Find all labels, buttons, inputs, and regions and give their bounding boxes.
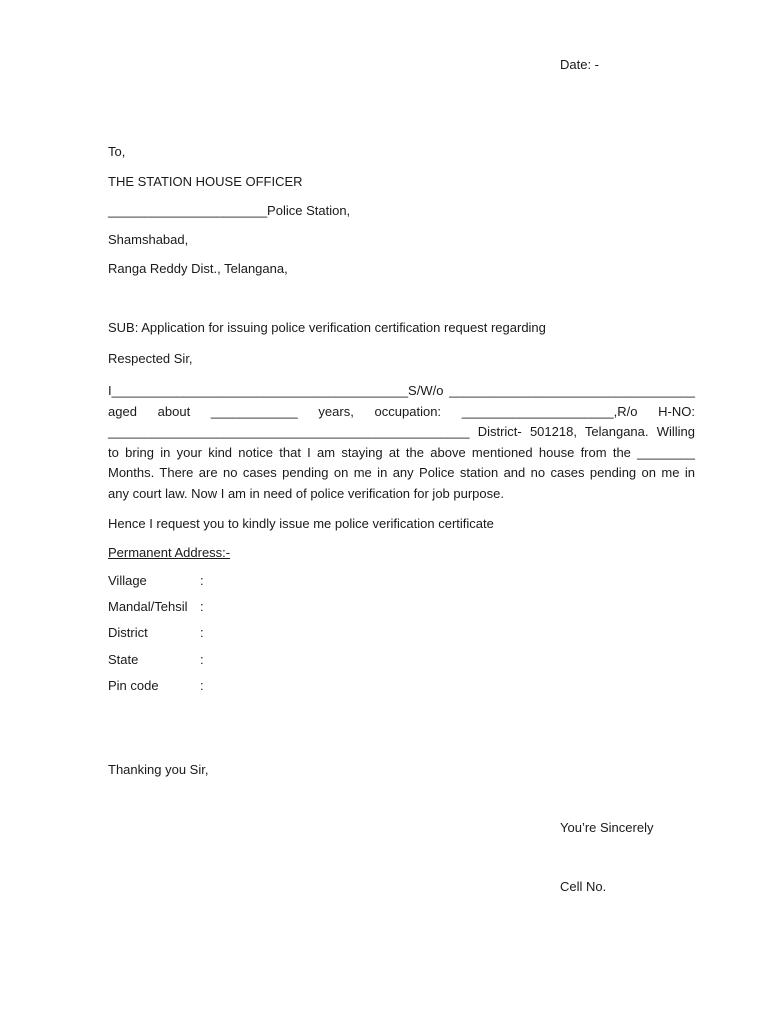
address-colon: : [200,678,204,693]
subject-line: SUB: Application for issuing police verification certification request regarding [108,320,546,335]
address-label: Pin code [108,678,159,693]
body-line: __________________________________________________ District- 501218, Telangana. Willing [108,424,695,439]
address-row-state [108,652,308,668]
address-row-village [108,573,308,589]
body-line: to bring in your kind notice that I am staying at the above mentioned house from the ________ [108,444,695,460]
recipient-city: Shamshabad, [108,232,189,247]
address-colon: : [200,652,204,667]
to-line: To, [108,144,126,159]
recipient-district: Ranga Reddy Dist., Telangana, [108,261,288,276]
address-colon: : [200,599,204,614]
body-line: aged about ____________ years, occupation: _____________________,R/o H-NO: [108,403,695,419]
address-label: District [108,625,148,640]
recipient-title: THE STATION HOUSE OFFICER [108,174,303,189]
body-line: I_________________________________________S/W/o __________________________________ [108,383,695,398]
address-label: Mandal/Tehsil [108,599,188,614]
address-row-district [108,625,308,641]
body-paragraph [108,381,695,504]
body-line: Months. There are no cases pending on me in any Police station and no cases pending on me in [108,465,695,480]
salutation: Respected Sir, [108,351,193,366]
address-label: State [108,652,139,667]
police-station-line: ______________________Police Station, [108,203,351,218]
request-line: Hence I request you to kindly issue me police verification certificate [108,516,494,531]
body-line: any court law. Now I am in need of police verification for job purpose. [108,485,504,501]
address-row-mandal [108,599,308,615]
address-row-pincode [108,678,308,694]
address-label: Village [108,573,147,588]
permanent-address-heading: Permanent Address:- [108,545,231,560]
address-colon: : [200,573,204,588]
date-line: Date: - [560,57,600,72]
address-colon: : [200,625,204,640]
sign-off: You’re Sincerely [560,820,654,835]
cell-number-line: Cell No. [560,879,607,894]
thanks-line: Thanking you Sir, [108,762,209,777]
